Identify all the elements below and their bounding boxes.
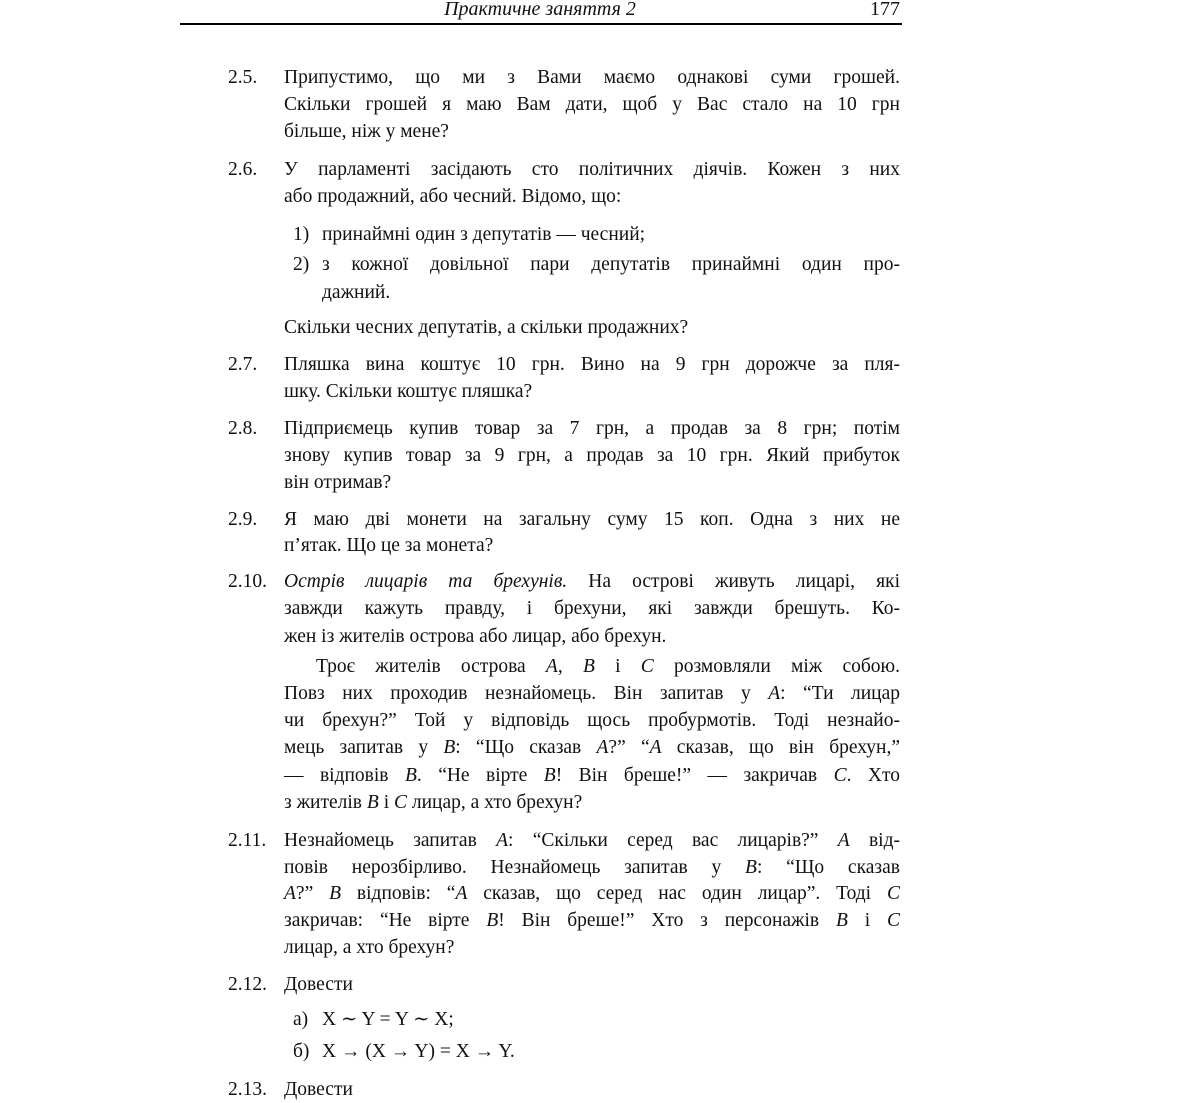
running-header-title: Практичне заняття 2 xyxy=(444,0,636,20)
text-line: — відповів B. “Не вірте B! Він бреше!” — закричав C. Хто xyxy=(284,765,901,786)
problem-number: 2.8. xyxy=(228,418,258,439)
text-line: A?” B відповів: “A сказав, що серед нас один лицар”. Тоді C xyxy=(284,883,900,904)
text-line: У парламенті засідають сто політичних діячів. Кожен з них xyxy=(284,159,900,180)
text-line: закричав: “Не вірте B! Він бреше!” Хто з персонажів B і C xyxy=(284,910,901,931)
text-line: завжди кажуть правду, і брехуни, які завжди брешуть. Ко- xyxy=(284,598,900,619)
math-variable: B xyxy=(366,792,379,813)
text-line: більше, ніж у мене? xyxy=(284,121,449,142)
math-variable: B xyxy=(486,910,499,931)
text-line: Підприємець купив товар за 7 грн, а продав за 8 грн; потім xyxy=(284,418,900,439)
page-number: 177 xyxy=(870,0,900,20)
text-line: він отримав? xyxy=(284,472,392,493)
math-variable: A xyxy=(496,830,508,851)
problem-number: 2.11. xyxy=(228,830,267,851)
text-segment: На острові живуть лицарі, які xyxy=(567,571,900,592)
problem-title: Острів лицарів та брехунів. xyxy=(284,571,568,592)
math-variable: B xyxy=(543,765,556,786)
text-line: Довести xyxy=(284,974,353,995)
text-line: знову купив товар за 9 грн, а продав за 10 грн. Який прибуток xyxy=(284,445,900,466)
formula-line: X ∼ Y = Y ∼ X; xyxy=(322,1009,454,1030)
text-line: дажний. xyxy=(322,282,391,303)
text-line: Незнайомець запитав A: “Скільки серед вас лицарів?” A від- xyxy=(284,830,900,851)
math-variable: B xyxy=(835,910,848,931)
text-line: з жителів B і C лицар, а хто брехун? xyxy=(284,792,583,813)
text-line: Пляшка вина коштує 10 грн. Вино на 9 грн дорожче за пля- xyxy=(284,354,900,375)
math-variable: C xyxy=(886,883,900,904)
text-line: з кожної довільної пари депутатів принаймні один про- xyxy=(322,254,900,275)
text-line: мець запитав у B: “Що сказав A?” “A сказав, що він брехун,” xyxy=(284,737,900,758)
problem-number: 2.5. xyxy=(228,67,258,88)
header-rule xyxy=(180,23,902,25)
formula-line: X → (X → Y) = X → Y. xyxy=(322,1041,515,1062)
math-variable: A xyxy=(768,683,781,704)
math-variable: B xyxy=(745,857,757,878)
text-line: чи брехун?” Той у відповідь щось пробурмотів. Тоді незнайо- xyxy=(284,710,900,731)
problem-number: б) xyxy=(293,1041,310,1062)
text-line: Довести xyxy=(284,1079,353,1100)
problem-number: 2.13. xyxy=(228,1079,267,1100)
math-variable: C xyxy=(833,765,847,786)
text-line: принаймні один з депутатів — чесний; xyxy=(322,224,646,245)
text-line: або продажний, або чесний. Відомо, що: xyxy=(284,186,622,207)
text-line: Троє жителів острова A, B і C розмовляли між собою. xyxy=(316,656,900,677)
math-variable: A xyxy=(284,883,296,904)
problem-number: 2.7. xyxy=(228,354,258,375)
text-line: лицар, а хто брехун? xyxy=(284,937,455,958)
math-variable: A xyxy=(649,737,662,758)
text-line: п’ятак. Що це за монета? xyxy=(284,535,494,556)
text-line: шку. Скільки коштує пляшка? xyxy=(284,381,533,402)
problem-number: 2.9. xyxy=(228,509,258,530)
problem-number: 2) xyxy=(293,254,310,275)
math-variable: A xyxy=(455,883,468,904)
text-line xyxy=(284,569,900,595)
text-line: Я маю дві монети на загальну суму 15 коп. Одна з них не xyxy=(284,509,900,530)
math-variable: B xyxy=(443,737,456,758)
problem-number: 2.10. xyxy=(228,571,267,592)
text-line: Припустимо, що ми з Вами маємо однакові суми грошей. xyxy=(284,67,900,88)
text-line: Скільки чесних депутатів, а скільки продажних? xyxy=(284,317,689,338)
problem-number: 2.12. xyxy=(228,974,267,995)
problem-number: 2.6. xyxy=(228,159,258,180)
text-line: жен із жителів острова або лицар, або брехун. xyxy=(284,626,667,647)
math-variable: B xyxy=(404,765,417,786)
text-line: повів нерозбірливо. Незнайомець запитав у B: “Що сказав xyxy=(284,857,900,878)
math-variable: A xyxy=(837,830,850,851)
text-line: Скільки грошей я маю Вам дати, щоб у Вас стало на 10 грн xyxy=(284,94,900,115)
math-variable: A xyxy=(545,656,558,677)
math-variable: C xyxy=(640,656,654,677)
math-variable: C xyxy=(887,910,901,931)
math-variable: A xyxy=(596,737,609,758)
problem-number: 1) xyxy=(293,224,310,245)
math-variable: B xyxy=(582,656,595,677)
problem-number: а) xyxy=(293,1009,309,1030)
text-line: Повз них проходив незнайомець. Він запитав у A: “Ти лицар xyxy=(284,683,900,704)
math-variable: B xyxy=(329,883,342,904)
math-variable: C xyxy=(394,792,408,813)
